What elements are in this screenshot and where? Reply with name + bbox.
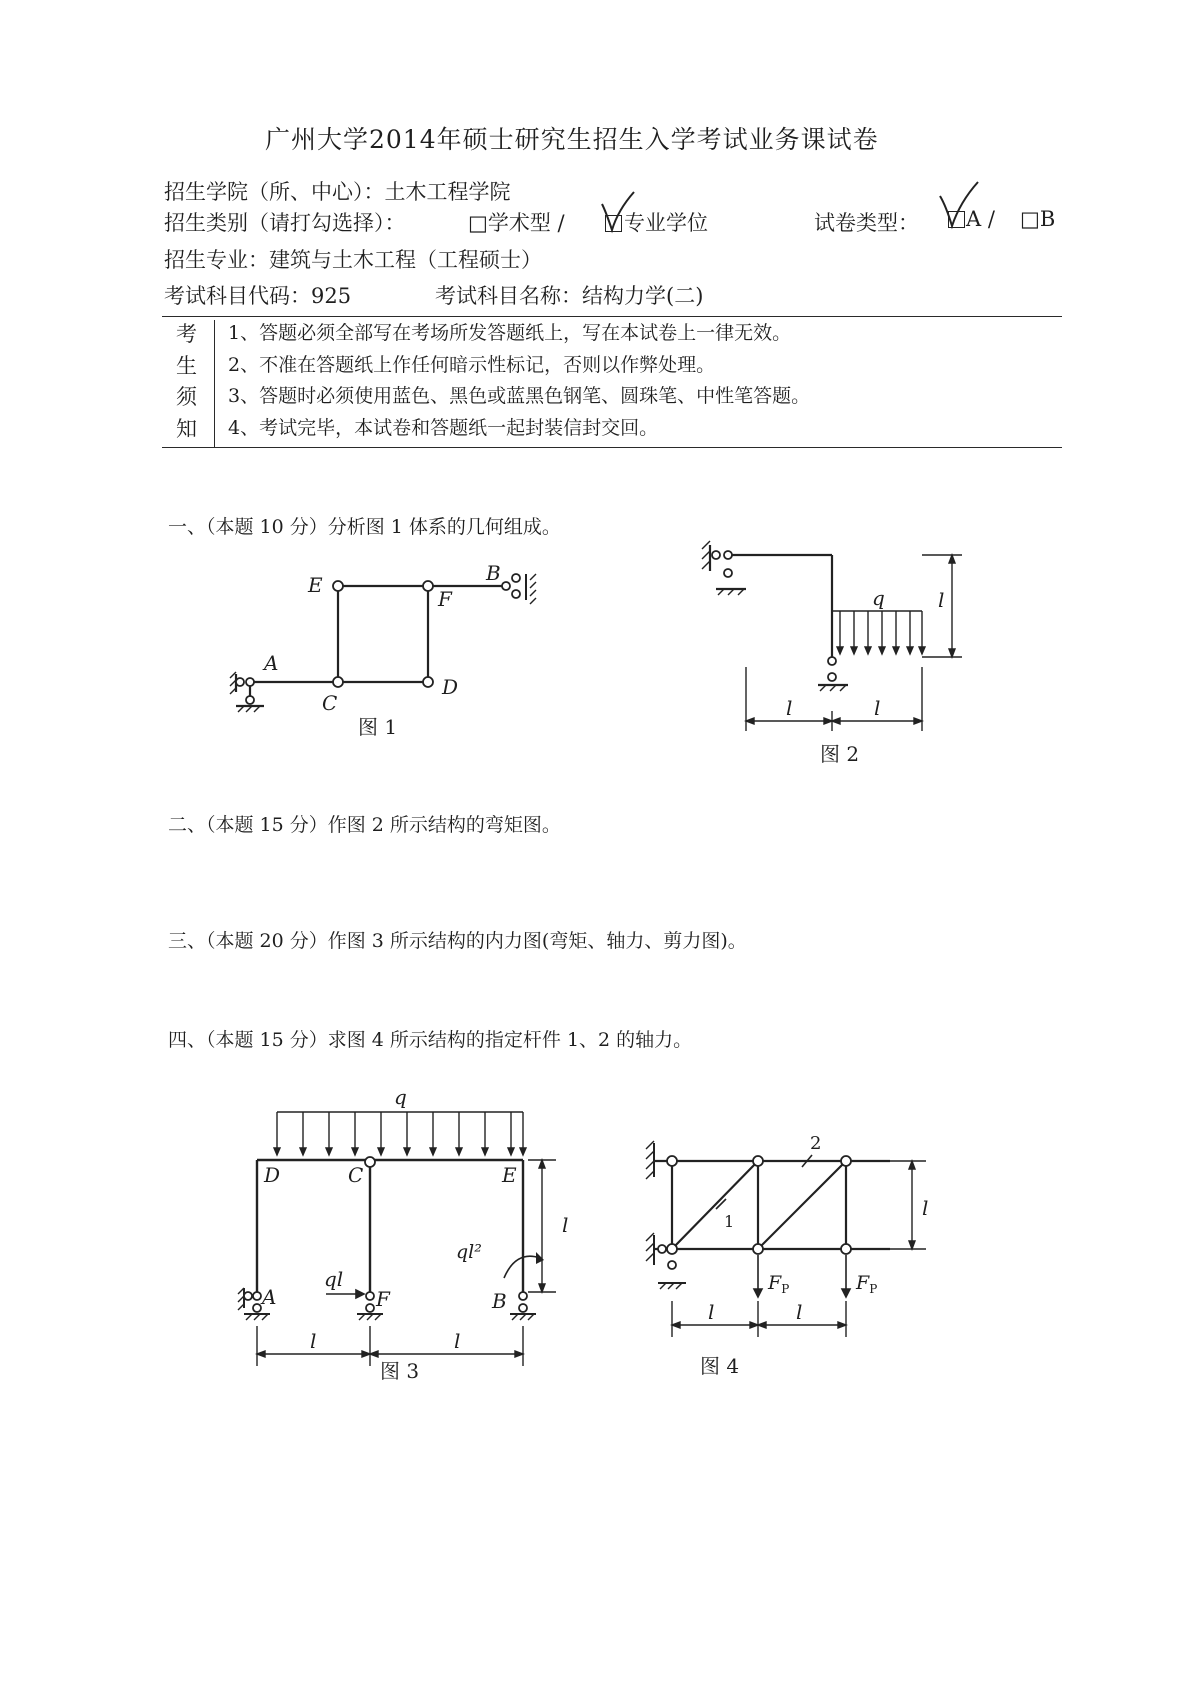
label-fp: $F_P$ <box>768 1272 790 1296</box>
figure-2 <box>690 535 990 775</box>
label-l: l <box>310 1329 317 1353</box>
question-3: 三、（本题 20 分）作图 3 所示结构的内力图(弯矩、轴力、剪力图)。 <box>168 930 747 952</box>
label-d: D <box>264 1163 281 1187</box>
label-d: D <box>442 675 459 699</box>
notice-side-char: 生 <box>176 354 197 378</box>
question-2: 二、（本题 15 分）作图 2 所示结构的弯矩图。 <box>168 814 561 836</box>
paper-type-option-a-text: A / <box>966 207 995 231</box>
college-label: 招生学院（所、中心）：土木工程学院 <box>164 180 511 204</box>
question-4: 四、（本题 15 分）求图 4 所示结构的指定杆件 1、2 的轴力。 <box>168 1029 693 1051</box>
category-option-academic: □学术型 / <box>468 211 565 235</box>
paper-type-option-b: □B <box>1020 207 1056 231</box>
paper-type-label: 试卷类型： <box>814 211 919 235</box>
label-f: F <box>438 587 452 611</box>
page-title: 广州大学2014年硕士研究生招生入学考试业务课试卷 <box>265 125 879 154</box>
label-e: E <box>308 573 323 597</box>
label-l: l <box>874 696 881 720</box>
label-l: l <box>938 588 945 612</box>
notice-top-rule <box>162 316 1062 317</box>
label-e: E <box>502 1163 517 1187</box>
figure-2-caption: 图 2 <box>820 742 860 766</box>
check-mark-icon <box>598 190 638 240</box>
label-ql: ql <box>324 1267 344 1291</box>
figure-4 <box>640 1125 960 1395</box>
notice-line: 2、不准在答题纸上作任何暗示性标记，否则以作弊处理。 <box>228 354 716 376</box>
notice-line: 3、答题时必须使用蓝色、黑色或蓝黑色钢笔、圆珠笔、中性笔答题。 <box>228 385 811 407</box>
category-option-professional-text: 专业学位 <box>624 211 708 235</box>
label-c: C <box>322 691 338 715</box>
label-ql2: ql² <box>456 1241 482 1263</box>
label-l: l <box>796 1300 803 1324</box>
label-member-1: 1 <box>724 1212 735 1231</box>
label-b: B <box>486 561 501 585</box>
label-b: B <box>492 1289 507 1313</box>
label-a: A <box>262 1285 277 1309</box>
notice-line: 4、考试完毕，本试卷和答题纸一起封装信封交回。 <box>228 417 659 439</box>
notice-divider <box>214 320 215 447</box>
label-fp: $F_P$ <box>856 1272 878 1296</box>
label-l: l <box>562 1213 569 1237</box>
notice-side-char: 考 <box>176 322 197 346</box>
major-label: 招生专业：建筑与土木工程（工程硕士） <box>164 248 542 272</box>
figure-4-caption: 图 4 <box>700 1354 740 1378</box>
label-c: C <box>348 1163 364 1187</box>
label-l: l <box>922 1196 929 1220</box>
label-q: q <box>872 586 885 610</box>
label-q: q <box>394 1085 407 1109</box>
question-1: 一、（本题 10 分）分析图 1 体系的几何组成。 <box>168 516 561 538</box>
label-l: l <box>708 1300 715 1324</box>
label-member-2: 2 <box>810 1133 822 1154</box>
check-mark-icon <box>936 180 982 236</box>
subject-code-label: 考试科目代码：925 <box>164 284 352 308</box>
label-a: A <box>264 651 279 675</box>
notice-line: 1、答题必须全部写在考场所发答题纸上，写在本试卷上一律无效。 <box>228 322 792 344</box>
figure-3-caption: 图 3 <box>380 1359 420 1383</box>
subject-name-label: 考试科目名称：结构力学(二) <box>435 284 704 308</box>
label-f: F <box>376 1287 390 1311</box>
label-l: l <box>786 696 793 720</box>
label-l: l <box>454 1329 461 1353</box>
notice-side-char: 须 <box>176 385 197 409</box>
figure-3 <box>240 1082 600 1382</box>
notice-bottom-rule <box>162 447 1062 448</box>
notice-side-char: 知 <box>176 417 197 441</box>
figure-1 <box>210 560 570 740</box>
figure-1-caption: 图 1 <box>358 715 398 739</box>
category-label: 招生类别（请打勾选择）： <box>164 211 406 235</box>
